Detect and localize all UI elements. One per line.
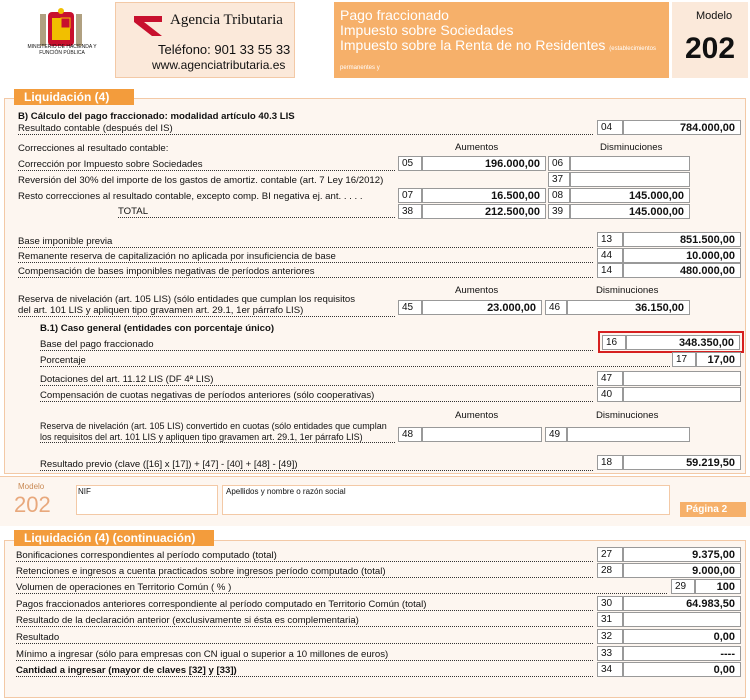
code-17: 17: [672, 352, 696, 367]
field-30[interactable]: 64.983,50: [623, 596, 741, 611]
code-04: 04: [597, 120, 623, 135]
code-32: 32: [597, 629, 623, 644]
base-pago-label: Base del pago fraccionado: [40, 339, 593, 351]
code-49: 49: [545, 427, 567, 442]
code-06: 06: [548, 156, 570, 171]
resto-label: Resto correcciones al resultado contable, excepto comp. BI negativa ej. ant. . . . .: [18, 191, 363, 202]
page-number-badge: Página 2: [680, 502, 746, 517]
code-27: 27: [597, 547, 623, 562]
code-45: 45: [398, 300, 422, 315]
dotaciones-label: Dotaciones del art. 11.12 LIS (DF 4ª LIS): [40, 374, 593, 386]
reserva-cuotas-label-1: Reserva de nivelación (art. 105 LIS) convertido en cuotas (sólo entidades que cumplan: [40, 421, 387, 431]
comp-cuotas-label: Compensación de cuotas negativas de períodos anteriores (sólo cooperativas): [40, 390, 593, 402]
code-14: 14: [597, 263, 623, 278]
field-18[interactable]: 59.219,50: [623, 455, 741, 470]
nif-field[interactable]: [76, 485, 218, 515]
aumentos-header-3: Aumentos: [455, 410, 499, 421]
field-46[interactable]: 36.150,00: [567, 300, 690, 315]
code-28: 28: [597, 563, 623, 578]
porcentaje-label: Porcentaje: [40, 355, 670, 367]
disminuciones-header: Disminuciones: [600, 142, 663, 153]
field-48[interactable]: [422, 427, 542, 442]
code-40: 40: [597, 387, 623, 402]
reserva-niv-label-1: Reserva de nivelación (art. 105 LIS) (sólo entidades que cumplan los requisitos: [18, 294, 356, 305]
code-30: 30: [597, 596, 623, 611]
agency-website[interactable]: www.agenciatributaria.es: [152, 58, 286, 72]
code-29: 29: [671, 579, 695, 594]
code-33: 33: [597, 646, 623, 661]
disminuciones-header-3: Disminuciones: [596, 410, 659, 421]
code-05: 05: [398, 156, 422, 171]
field-40[interactable]: [623, 387, 741, 402]
caso-general-title: B.1) Caso general (entidades con porcentaje único): [40, 323, 275, 334]
nif-label: NIF: [78, 487, 91, 496]
agency-phone: Teléfono: 901 33 55 33: [158, 42, 291, 57]
code-38: 38: [398, 204, 422, 219]
modelo-label: Modelo: [696, 10, 733, 22]
cont-row-30-label: Pagos fraccionados anteriores correspondiente al período computado en Territorio Común (total): [16, 599, 593, 611]
code-48: 48: [398, 427, 422, 442]
cont-row-28-label: Retenciones e ingresos a cuenta practicados sobre ingresos período computado (total): [16, 566, 593, 578]
cont-row-33-label: Mínimo a ingresar (sólo para empresas con CN igual o superior a 10 millones de euros): [16, 649, 593, 661]
code-31: 31: [597, 612, 623, 627]
field-45[interactable]: 23.000,00: [422, 300, 542, 315]
field-07[interactable]: 16.500,00: [422, 188, 546, 203]
code-18: 18: [597, 455, 623, 470]
code-39: 39: [548, 204, 570, 219]
field-47[interactable]: [623, 371, 741, 386]
field-49[interactable]: [567, 427, 690, 442]
correcciones-label: Correcciones al resultado contable:: [18, 143, 169, 154]
cont-row-34-label: Cantidad a ingresar (mayor de claves [32] y [33]): [16, 665, 593, 677]
cont-row-27-label: Bonificaciones correspondientes al período computado (total): [16, 550, 593, 562]
aumentos-header-2: Aumentos: [455, 285, 499, 296]
total-label: TOTAL: [118, 206, 395, 218]
page2-modelo-number: 202: [14, 492, 51, 517]
ministry-name: MINISTERIO DE HACIENDA Y FUNCIÓN PÚBLICA: [27, 44, 97, 56]
field-32[interactable]: 0,00: [623, 629, 741, 644]
resultado-previo-label: Resultado previo (clave ([16] x [17]) + [47] - [40] + [48] - [49]): [40, 459, 593, 471]
field-17[interactable]: 17,00: [696, 352, 741, 367]
base-previa-label: Base imponible previa: [18, 236, 593, 248]
code-13: 13: [597, 232, 623, 247]
continuacion-title: Liquidación (4) (continuación): [14, 530, 214, 546]
reserva-niv-label-2: del art. 101 LIS y apliquen tipo gravamen art. 29.1, 1er párrafo LIS): [18, 305, 395, 317]
code-16: 16: [602, 335, 626, 350]
code-46: 46: [545, 300, 567, 315]
cont-row-31-label: Resultado de la declaración anterior (exclusivamente si ésta es complementaria): [16, 615, 593, 627]
title-line-3: Impuesto sobre la Renta de no Residentes (establecimientos permanentes y: [340, 37, 656, 71]
field-33[interactable]: ----: [623, 646, 741, 661]
field-31[interactable]: [623, 612, 741, 627]
field-28[interactable]: 9.000,00: [623, 563, 741, 578]
apellidos-label: Apellidos y nombre o razón social: [226, 487, 346, 496]
title-line-1: Pago fraccionado: [340, 7, 449, 23]
code-07: 07: [398, 188, 422, 203]
cont-row-29-label: Volumen de operaciones en Territorio Común ( % ): [16, 582, 667, 594]
field-06[interactable]: [570, 156, 690, 171]
compensacion-label: Compensación de bases imponibles negativas de períodos anteriores: [18, 266, 593, 278]
code-34: 34: [597, 662, 623, 677]
field-13[interactable]: 851.500,00: [623, 232, 741, 247]
agency-name: Agencia Tributaria: [170, 12, 283, 28]
field-27[interactable]: 9.375,00: [623, 547, 741, 562]
code-08: 08: [548, 188, 570, 203]
spain-coat-of-arms-logo: [26, 8, 96, 72]
code-47: 47: [597, 371, 623, 386]
field-04[interactable]: 784.000,00: [623, 120, 741, 135]
page2-modelo-label: Modelo: [18, 482, 45, 491]
field-39[interactable]: 145.000,00: [570, 204, 690, 219]
reserva-cuotas-label-2: los requisitos del art. 101 LIS y apliquen tipo gravamen art. 29.1, 1er párrafo LIS): [40, 432, 395, 443]
field-38[interactable]: 212.500,00: [422, 204, 546, 219]
field-37[interactable]: [570, 172, 690, 187]
field-08[interactable]: 145.000,00: [570, 188, 690, 203]
resultado-contable-label: Resultado contable (después del IS): [18, 123, 593, 135]
agency-logo-icon: [132, 12, 166, 43]
field-44[interactable]: 10.000,00: [623, 248, 741, 263]
title-line-2: Impuesto sobre Sociedades: [340, 22, 514, 38]
disminuciones-header-2: Disminuciones: [596, 285, 659, 296]
field-16[interactable]: 348.350,00: [626, 335, 740, 350]
liquidacion-title: Liquidación (4): [14, 89, 134, 105]
correccion-is-label: Corrección por Impuesto sobre Sociedades: [18, 159, 395, 171]
cont-row-32-label: Resultado: [16, 632, 593, 644]
field-34[interactable]: 0,00: [623, 662, 741, 677]
field-14[interactable]: 480.000,00: [623, 263, 741, 278]
code-44: 44: [597, 248, 623, 263]
reserva-cap-label: Remanente reserva de capitalización no aplicada por insuficiencia de base: [18, 251, 593, 263]
field-05[interactable]: 196.000,00: [422, 156, 546, 171]
modelo-number: 202: [685, 32, 736, 65]
code-37: 37: [548, 172, 570, 187]
aumentos-header: Aumentos: [455, 142, 499, 153]
title-line-4: entidades en régimen de atribución de rentas constituidas en el extranjero con presencia en territorio español): [340, 86, 633, 92]
field-29[interactable]: 100: [695, 579, 741, 594]
form-title: [340, 8, 665, 97]
section-b-title: B) Cálculo del pago fraccionado: modalidad artículo 40.3 LIS: [18, 111, 295, 122]
reversion-label: Reversión del 30% del importe de los gastos de amortiz. contable (art. 7 Ley 16/2012): [18, 175, 384, 186]
